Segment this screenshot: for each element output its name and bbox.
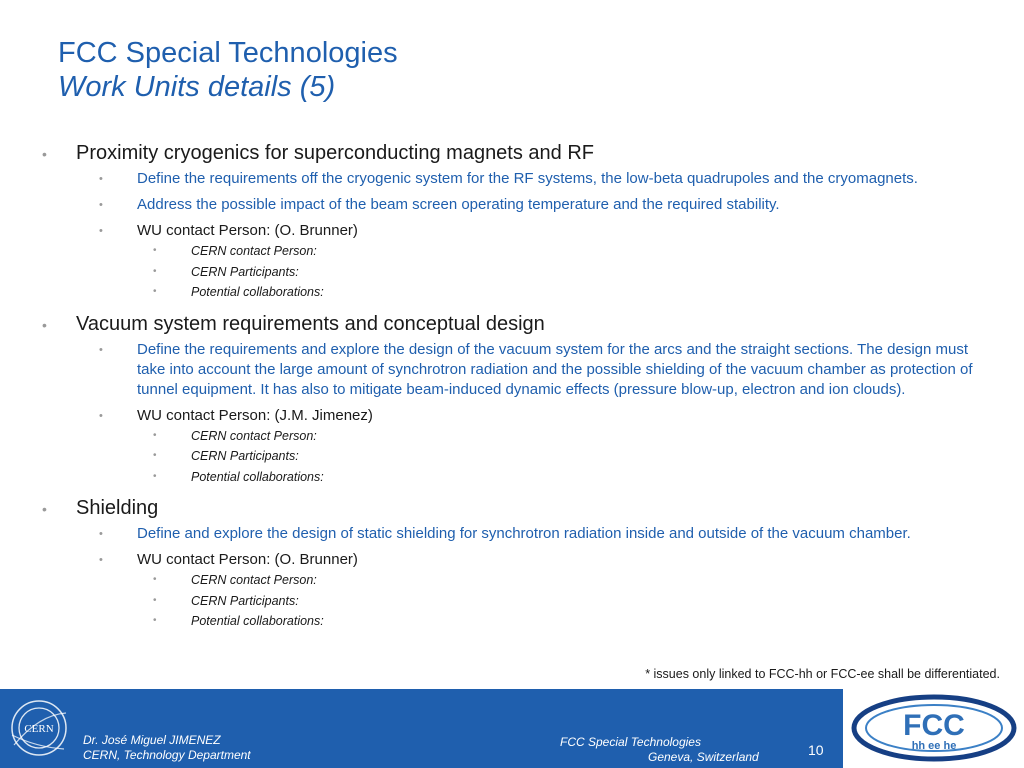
- svg-text:hh ee he: hh ee he: [911, 740, 957, 752]
- bullet-icon: •: [153, 245, 157, 256]
- slide-title-main: FCC Special Technologies: [58, 37, 398, 69]
- fcc-logo-box: [843, 689, 1024, 768]
- author-block: [83, 733, 251, 763]
- author-department: CERN, Technology Department: [83, 748, 251, 762]
- bullet-icon: •: [42, 501, 47, 517]
- detail-item: • Potential collaborations:: [40, 282, 1000, 303]
- bullet-icon: •: [99, 554, 103, 566]
- bullet-icon: •: [99, 199, 103, 211]
- page-number: 10: [808, 742, 824, 758]
- svg-text:FCC: FCC: [903, 709, 965, 742]
- bullet-icon: •: [42, 146, 47, 162]
- wu-contact: • WU contact Person: (O. Brunner): [99, 222, 358, 239]
- event-location: Geneva, Switzerland: [648, 750, 759, 764]
- event-block: [560, 735, 759, 765]
- wu-contact: • WU contact Person: (J.M. Jimenez): [99, 406, 373, 424]
- fcc-logo-icon: [849, 692, 1019, 764]
- slide-content: [40, 140, 1000, 632]
- detail-item: • Potential collaborations:: [40, 611, 1000, 632]
- footnote: * issues only linked to FCC-hh or FCC-ee shall be differentiated.: [645, 667, 1000, 681]
- bullet-icon: •: [42, 316, 47, 333]
- section-heading: • Vacuum system requirements and conceptual design: [40, 311, 1000, 337]
- footer-bar: [0, 689, 1024, 768]
- bullet-icon: •: [153, 450, 157, 461]
- detail-item: • CERN contact Person:: [40, 241, 1000, 262]
- bullet-icon: •: [153, 286, 157, 297]
- section-item: • Define the requirements off the cryogenic system for the RF systems, the low-beta quadrupoles and the cryomagnets.: [99, 170, 918, 187]
- bullet-icon: •: [99, 173, 103, 185]
- section-item: • Address the possible impact of the beam screen operating temperature and the required stability.: [99, 196, 780, 213]
- detail-item: • CERN Participants:: [40, 262, 1000, 283]
- bullet-icon: •: [99, 225, 103, 237]
- bullet-icon: •: [153, 615, 157, 626]
- bullet-icon: •: [153, 265, 157, 277]
- bullet-icon: •: [99, 343, 103, 356]
- section-item: • Define the requirements and explore the design of the vacuum system for the arcs and the straight sections. The design must take into account the large amount of synchrotron radiation and the possible shielding of the vacuum chamber as protection of tunnel equipment. It has also to mitigate beam-induced dynamic effects (pressure blow-up, electron and ion clouds).: [99, 340, 973, 398]
- author-name: Dr. José Miguel JIMENEZ: [83, 733, 221, 747]
- wu-contact: • WU contact Person: (O. Brunner): [99, 551, 358, 568]
- bullet-icon: •: [153, 429, 157, 441]
- detail-item: • CERN Participants:: [40, 446, 1000, 467]
- bullet-icon: •: [153, 594, 157, 606]
- detail-item: • CERN contact Person:: [40, 570, 1000, 591]
- bullet-icon: •: [153, 470, 157, 482]
- slide-title: [58, 36, 398, 104]
- bullet-icon: •: [153, 574, 157, 585]
- detail-item: • CERN Participants:: [40, 591, 1000, 612]
- section-heading: • Shielding: [40, 495, 1000, 521]
- bullet-icon: •: [99, 409, 103, 422]
- slide-subtitle: Work Units details (5): [58, 71, 336, 103]
- event-name: FCC Special Technologies: [560, 735, 701, 749]
- detail-item: • Potential collaborations:: [40, 467, 1000, 488]
- section-heading: • Proximity cryogenics for superconducting magnets and RF: [40, 140, 1000, 166]
- bullet-icon: •: [99, 528, 103, 540]
- cern-logo-icon: [6, 695, 72, 761]
- detail-item: • CERN contact Person:: [40, 426, 1000, 447]
- svg-text:CERN: CERN: [24, 723, 54, 735]
- section-item: • Define and explore the design of static shielding for synchrotron radiation inside and outside of the vacuum chamber.: [99, 525, 911, 542]
